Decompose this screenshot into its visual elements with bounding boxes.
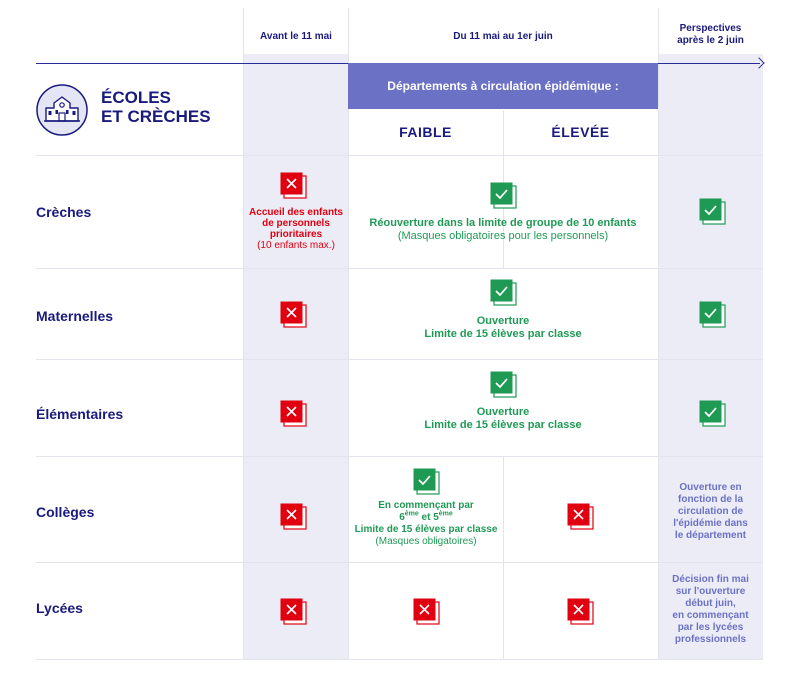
check-box-icon — [490, 371, 517, 398]
row-label-maternelles: Maternelles — [36, 308, 114, 324]
row-divider — [36, 456, 763, 457]
header-after-line2: après le 2 juin — [677, 35, 744, 46]
divider — [503, 456, 504, 660]
cross-box-icon — [280, 503, 307, 530]
row-label-lycees: Lycées — [36, 600, 83, 616]
header-after-line1: Perspectives — [679, 23, 742, 34]
creches-period-note: Réouverture dans la limite de groupe de 10 enfants (Masques obligatoires pour les personnels) — [369, 217, 637, 242]
cross-box-icon — [567, 503, 594, 530]
lycees-after-note: Décision fin mai sur l'ouverture début juin, en commençant par les lycées professionnels — [672, 574, 749, 645]
sub-header-low: FAIBLE — [399, 124, 452, 140]
row-label-colleges: Collèges — [36, 504, 95, 520]
row-label-creches: Crèches — [36, 204, 92, 220]
title-line1: ÉCOLES — [101, 88, 171, 107]
cross-box-icon — [567, 598, 594, 625]
creches-before-note: Accueil des enfants de personnels prioritaires (10 enfants max.) — [249, 207, 343, 251]
row-divider — [36, 268, 763, 269]
header-period: Du 11 mai au 1er juin — [453, 31, 553, 42]
check-box-icon — [490, 279, 517, 306]
maternelles-period-note: Ouverture Limite de 15 élèves par classe — [424, 315, 582, 340]
row-divider — [36, 659, 763, 660]
cross-box-icon — [280, 172, 307, 199]
title-line2: ET CRÈCHES — [101, 107, 211, 126]
cross-box-icon — [413, 598, 440, 625]
row-divider — [36, 155, 763, 156]
cross-box-icon — [280, 598, 307, 625]
school-building-icon — [36, 84, 88, 136]
row-label-elementaires: Élémentaires — [36, 406, 124, 422]
check-box-icon — [699, 400, 726, 427]
check-box-icon — [699, 301, 726, 328]
row-divider — [36, 562, 763, 563]
page-title — [101, 88, 211, 126]
epidemic-banner: Départements à circulation épidémique : — [348, 63, 658, 109]
colleges-after-note: Ouverture en fonction de la circulation de l'épidémie dans le département — [673, 482, 748, 541]
cross-box-icon — [280, 301, 307, 328]
check-box-icon — [699, 198, 726, 225]
sub-header-high: ÉLEVÉE — [551, 124, 610, 140]
header-after — [658, 23, 763, 47]
elementaires-period-note: Ouverture Limite de 15 élèves par classe — [424, 406, 582, 431]
colleges-low-note: En commençant par 6ème et 5ème Limite de 15 élèves par classe (Masques obligatoires) — [354, 500, 498, 547]
cross-box-icon — [280, 400, 307, 427]
column-bg-before — [244, 54, 348, 660]
check-box-icon — [490, 182, 517, 209]
header-before: Avant le 11 mai — [260, 31, 332, 42]
column-bg-after — [658, 54, 763, 660]
row-divider — [36, 359, 763, 360]
check-box-icon — [413, 468, 440, 495]
